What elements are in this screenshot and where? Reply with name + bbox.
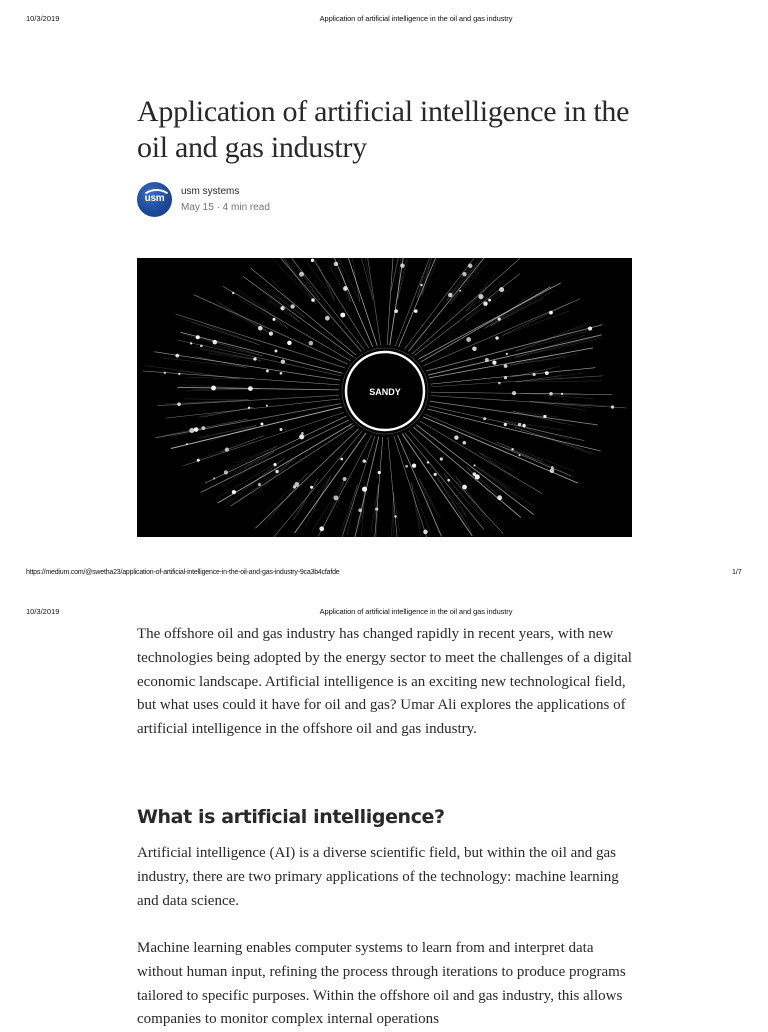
hero-image bbox=[137, 258, 632, 537]
network-graph-image bbox=[137, 258, 632, 537]
page-header-2 bbox=[0, 607, 768, 621]
page-header bbox=[0, 14, 768, 28]
footer-url[interactable]: https://medium.com/@swetha23/application-of-artificial-intelligence-in-the-oil-and-gas-industry-9ca3b4cfafde bbox=[26, 569, 340, 576]
header-date: 10/3/2019 bbox=[26, 607, 59, 616]
post-meta: May 15 · 4 min read bbox=[181, 202, 270, 213]
center-node-label: SANDY bbox=[369, 387, 401, 397]
section-paragraph-1: Artificial intelligence (AI) is a diverse scientific field, but within the oil and gas industry, there are two primary applications of the technology: machine learning and data science. bbox=[137, 842, 637, 913]
header-title: Application of artificial intelligence in the oil and gas industry bbox=[0, 607, 768, 616]
author-byline bbox=[137, 182, 437, 218]
intro-paragraph: The offshore oil and gas industry has changed rapidly in recent years, with new technologies being adopted by the energy sector to meet the challenges of a digital economic landscape. Artificial intelligence is an exciting new technological field, but what uses could it have for oil and gas? Umar Ali explores the applications of artificial intelligence in the offshore oil and gas industry. bbox=[137, 623, 637, 742]
header-title: Application of artificial intelligence in the oil and gas industry bbox=[0, 14, 768, 23]
author-name[interactable]: usm systems bbox=[181, 186, 239, 197]
avatar-logo-text: usm bbox=[137, 193, 172, 204]
author-avatar[interactable] bbox=[137, 182, 172, 217]
footer-page-number: 1/7 bbox=[732, 569, 742, 576]
section-heading: What is artificial intelligence? bbox=[137, 806, 445, 828]
section-paragraph-2: Machine learning enables computer systems to learn from and interpret data without human input, refining the process through iterations to produce programs tailored to specific purposes. Within the offshore oil and gas industry, this allows companies to monitor complex internal operations bbox=[137, 937, 637, 1032]
article-title: Application of artificial intelligence in the oil and gas industry bbox=[137, 94, 657, 166]
header-date: 10/3/2019 bbox=[26, 14, 59, 23]
